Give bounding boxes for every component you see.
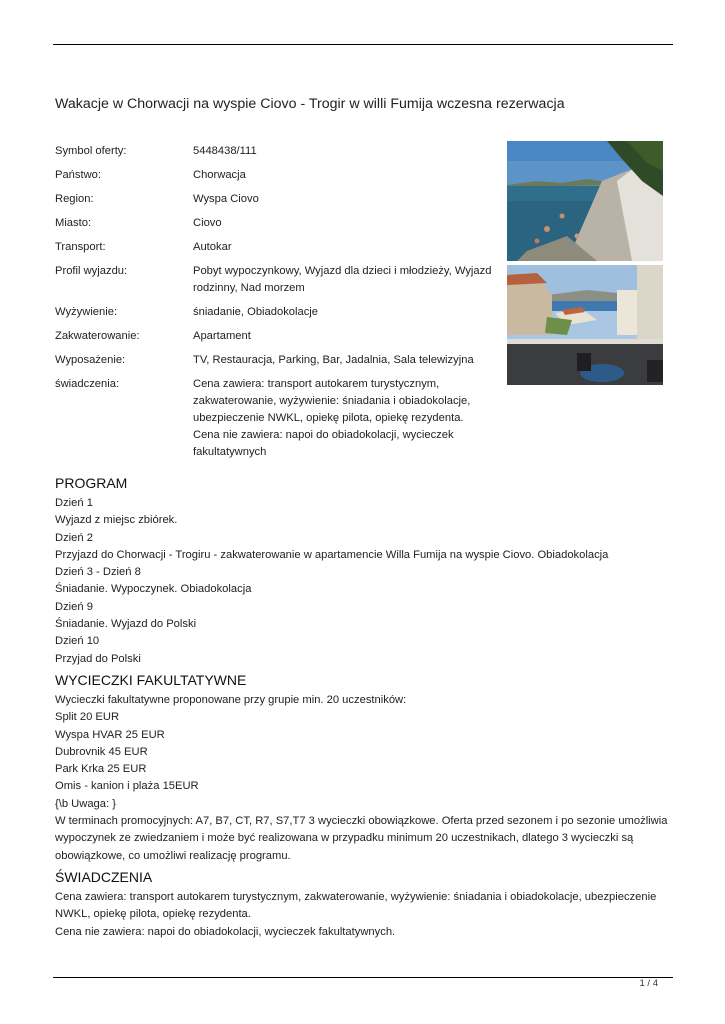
program-line: Dzień 3 - Dzień 8 (55, 566, 141, 579)
excursion-line: Wycieczki fakultatywne proponowane przy grupie min. 20 uczestników: (55, 693, 407, 706)
footer-rule (53, 977, 673, 978)
program-line: Dzień 1 (55, 497, 93, 509)
page-title: Wakacje w Chorwacji na wyspie Ciovo - Trogir w willi Fumija wczesna rezerwacja (55, 96, 565, 112)
detail-value: Wyspa Ciovo (193, 193, 259, 205)
services-line: Cena nie zawiera: napoi do obiadokolacji, wycieczek fakultatywnych. (55, 925, 396, 938)
page-number: 1 / 4 (639, 978, 658, 989)
program-line: Dzień 10 (55, 635, 100, 648)
excursion-line: wypoczynek ze zwiedzaniem i może być realizowana w przypadku minimum 20 uczestnikach, dlatego 3 wycieczki są (55, 832, 634, 845)
detail-label: Miasto: (55, 217, 92, 229)
excursion-line: Dubrovnik 45 EUR (55, 745, 148, 758)
program-heading: PROGRAM (55, 475, 128, 491)
detail-value: Pobyt wypoczynkowy, Wyjazd dla dzieci i młodzieży, Wyjazd rodzinny, Nad morzem (193, 265, 492, 294)
detail-label: świadczenia: (55, 378, 120, 390)
detail-label: Region: (55, 193, 94, 205)
detail-row-accommodation (55, 328, 500, 352)
program-line: Dzień 9 (55, 600, 93, 613)
header-rule (53, 44, 673, 45)
detail-value: śniadanie, Obiadokolacje (193, 306, 319, 318)
detail-row-profile (55, 263, 500, 304)
program-line: Przyjad do Polski (55, 652, 141, 665)
program-list (55, 495, 675, 668)
excursion-line: Split 20 EUR (55, 711, 120, 724)
detail-value: TV, Restauracja, Parking, Bar, Jadalnia, Sala telewizyjna (193, 354, 474, 366)
services-list (55, 889, 675, 941)
detail-value: Cena zawiera: transport autokarem turystycznym, zakwaterowanie, wyżywienie: śniadania i obiadokolacje, ubezpieczenie NWKL, opiekę pilota, opiekę rezydenta. Cena nie zawiera: napoi do obiadokolacji, wycieczek fakultatywnych (193, 378, 471, 458)
detail-label: Wyposażenie: (55, 354, 126, 366)
detail-value: Chorwacja (193, 169, 246, 181)
detail-row-symbol (55, 143, 500, 167)
offer-content (55, 471, 675, 941)
excursion-line: Omis - kanion i plaża 15EUR (55, 780, 199, 793)
program-line: Śniadanie. Wyjazd do Polski (55, 618, 197, 631)
photo-column (507, 141, 663, 389)
detail-label: Transport: (55, 241, 106, 253)
detail-label: Wyżywienie: (55, 306, 118, 318)
detail-row-city (55, 215, 500, 239)
detail-row-meals (55, 304, 500, 328)
program-line: Wyjazd z miejsc zbiórek. (55, 514, 178, 527)
excursions-list (55, 692, 675, 865)
offer-details-table (55, 143, 500, 461)
services-heading: ŚWIADCZENIA (55, 868, 153, 885)
services-line: NWKL, opiekę pilota, opiekę rezydenta. (55, 908, 251, 921)
excursion-line: Park Krka 25 EUR (55, 763, 147, 776)
detail-label: Zakwaterowanie: (55, 330, 140, 342)
detail-label: Państwo: (55, 169, 102, 181)
excursions-heading: WYCIECZKI FAKULTATYWNE (55, 671, 247, 688)
services-line: Cena zawiera: transport autokarem turystycznym, zakwaterowanie, wyżywienie: śniadania i obiadokolacje, ubezpieczenie (55, 890, 657, 903)
detail-row-equipment (55, 352, 500, 376)
detail-label: Symbol oferty: (55, 145, 127, 157)
program-line: Dzień 2 (55, 531, 93, 544)
detail-row-region (55, 191, 500, 215)
detail-row-country (55, 167, 500, 191)
program-line: Śniadanie. Wypoczynek. Obiadokolacja (55, 583, 252, 596)
excursion-line: W terminach promocyjnych: A7, B7, CT, R7, S7,T7 3 wycieczki obowiązkowe. Oferta przed sezonem i po sezonie umożliwia (55, 815, 668, 828)
detail-row-services (55, 376, 500, 461)
excursion-line: Wyspa HVAR 25 EUR (55, 728, 165, 741)
detail-value: Autokar (193, 241, 232, 253)
beach-photo (507, 141, 663, 261)
detail-value: Ciovo (193, 217, 222, 229)
detail-value: Apartament (193, 330, 251, 342)
detail-label: Profil wyjazdu: (55, 265, 128, 277)
excursion-line: {\b Uwaga: } (55, 797, 116, 810)
program-line: Przyjazd do Chorwacji - Trogiru - zakwaterowanie w apartamencie Willa Fumija na wyspie Ciovo. Obiadokolacja (55, 548, 609, 561)
excursion-line: obowiązkowe, co umożliwi realizację programu. (55, 849, 291, 862)
detail-value: 5448438/111 (193, 145, 257, 157)
terrace-photo (507, 265, 663, 385)
detail-row-transport (55, 239, 500, 263)
